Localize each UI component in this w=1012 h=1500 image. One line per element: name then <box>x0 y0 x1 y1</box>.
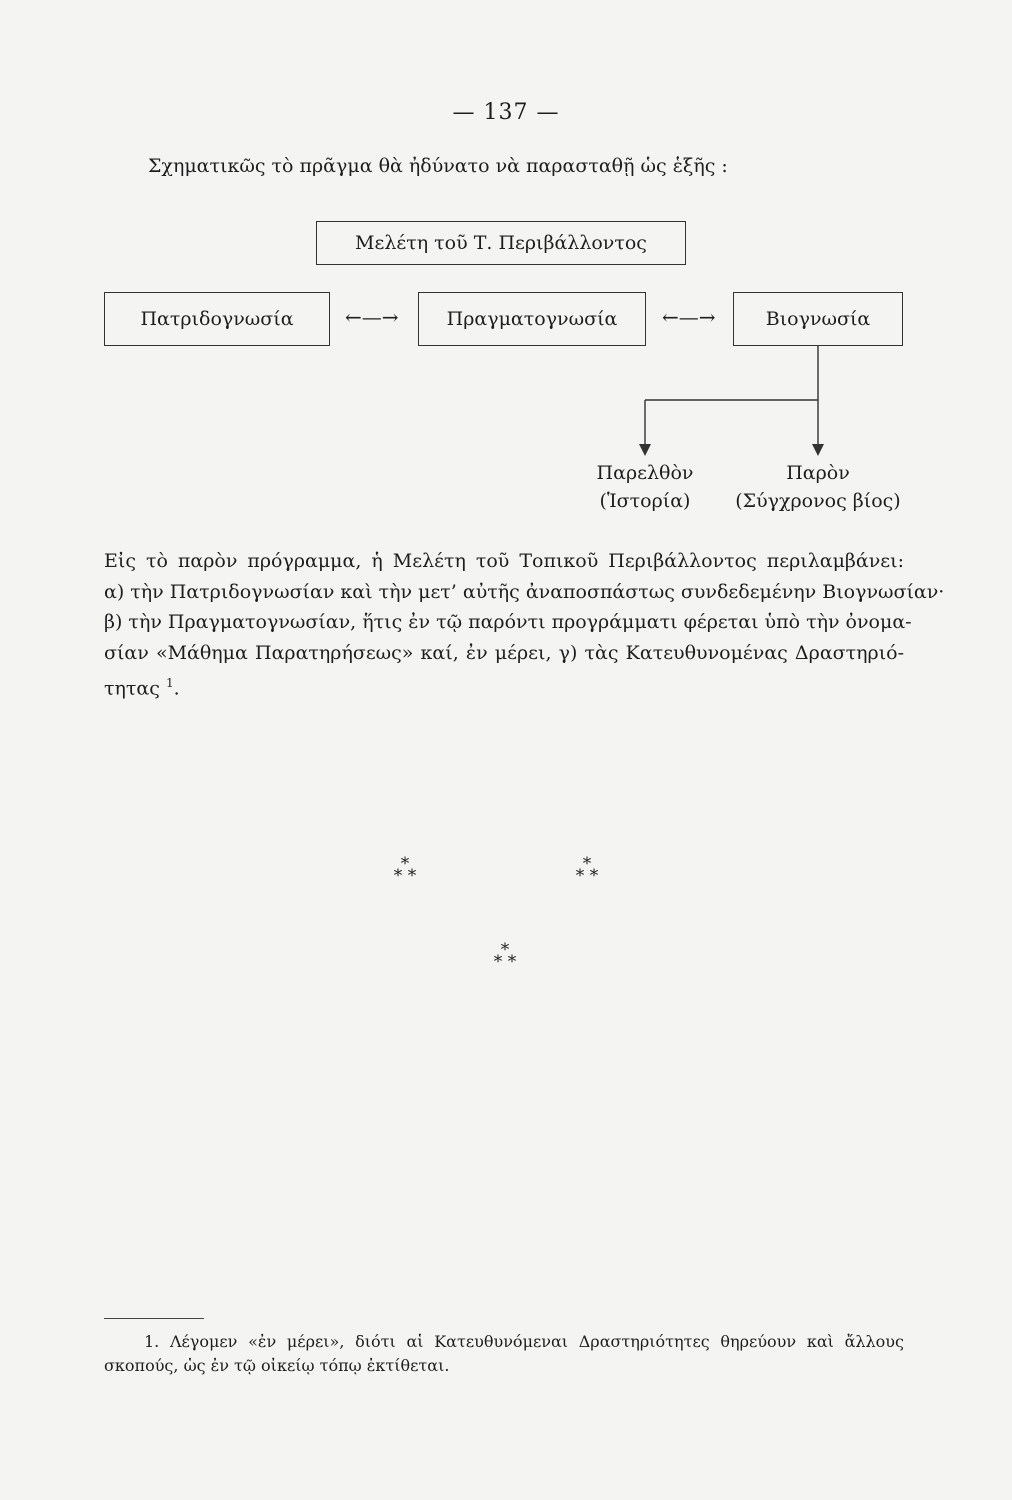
arrow-down-icon <box>639 444 651 456</box>
diagram-box-label: Μελέτη τοῦ Τ. Περιβάλλοντος <box>355 232 647 254</box>
double-arrow-icon: ←—→ <box>662 305 716 329</box>
asterism-separator <box>480 940 530 972</box>
intro-sentence: Σχηματικῶς τὸ πρᾶγμα θὰ ἠδύνατο νὰ παρασταθῇ ὡς ἑξῆς : <box>148 155 728 177</box>
arrow-down-icon <box>812 444 824 456</box>
body-paragraph <box>104 546 945 704</box>
asterism-star: * <box>500 940 510 960</box>
footnote-line: 1. Λέγομεν «ἐν μέρει», διότι αἱ Κατευθυνόμεναι Δραστηριότητες θηρεύουν καὶ ἄλλους <box>144 1332 904 1351</box>
asterism-star: * <box>575 866 585 886</box>
page-number: — 137 — <box>452 100 560 125</box>
paragraph-line: β) τὴν Πραγματογνωσίαν, ἥτις ἐν τῷ παρόντι προγράμματι φέρεται ὑπὸ τὴν ὀνομα- <box>104 611 912 633</box>
branch-present <box>728 462 908 512</box>
diagram-box-label: Βιογνωσία <box>765 308 871 330</box>
paragraph-line: σίαν «Μάθημα Παρατηρήσεως» καί, ἐν μέρει, γ) τὰς Κατευθυνομένας Δραστηριό- <box>104 641 904 664</box>
diagram-box-label: Πατριδογνωσία <box>140 308 294 330</box>
asterism-star: * <box>407 866 417 886</box>
asterism-star: * <box>393 866 403 886</box>
asterism-star: * <box>493 952 503 972</box>
paragraph-line-text: τητας <box>104 677 160 700</box>
branch-present-sublabel: (Σύγχρονος βίος) <box>735 490 901 512</box>
branch-past-label: Παρελθὸν <box>596 462 694 484</box>
paragraph-line: Εἰς τὸ παρὸν πρόγραμμα, ἡ Μελέτη τοῦ Τοπικοῦ Περιβάλλοντος περιλαμβάνει: <box>104 550 904 572</box>
branch-past-sublabel: (Ἱστορία) <box>599 490 691 512</box>
footnote <box>104 1330 904 1378</box>
footnote-marker: 1 <box>165 676 174 690</box>
asterism-separator <box>562 854 612 886</box>
asterism-star: * <box>582 854 592 874</box>
double-arrow-icon: ←—→ <box>345 305 399 329</box>
branch-present-label: Παρὸν <box>786 462 850 484</box>
asterism-separator <box>380 854 430 886</box>
paragraph-line-last: τητας $^1$. <box>104 676 180 700</box>
footnote-divider <box>104 1318 204 1319</box>
asterism-star: * <box>589 866 599 886</box>
footnote-line: σκοπούς, ὡς ἐν τῷ οἰκείῳ τόπῳ ἐκτίθεται. <box>104 1356 450 1375</box>
asterism-star: * <box>507 952 517 972</box>
diagram-box-label: Πραγματογνωσία <box>446 308 618 330</box>
asterism-star: * <box>400 854 410 874</box>
branch-past <box>585 462 705 512</box>
paragraph-line: α) τὴν Πατριδογνωσίαν καὶ τὴν μετ’ αὐτῆς ἀναποσπάστως συνδεδεμένην Βιογνωσίαν· <box>104 580 945 603</box>
diagram-connectors <box>0 0 1012 480</box>
